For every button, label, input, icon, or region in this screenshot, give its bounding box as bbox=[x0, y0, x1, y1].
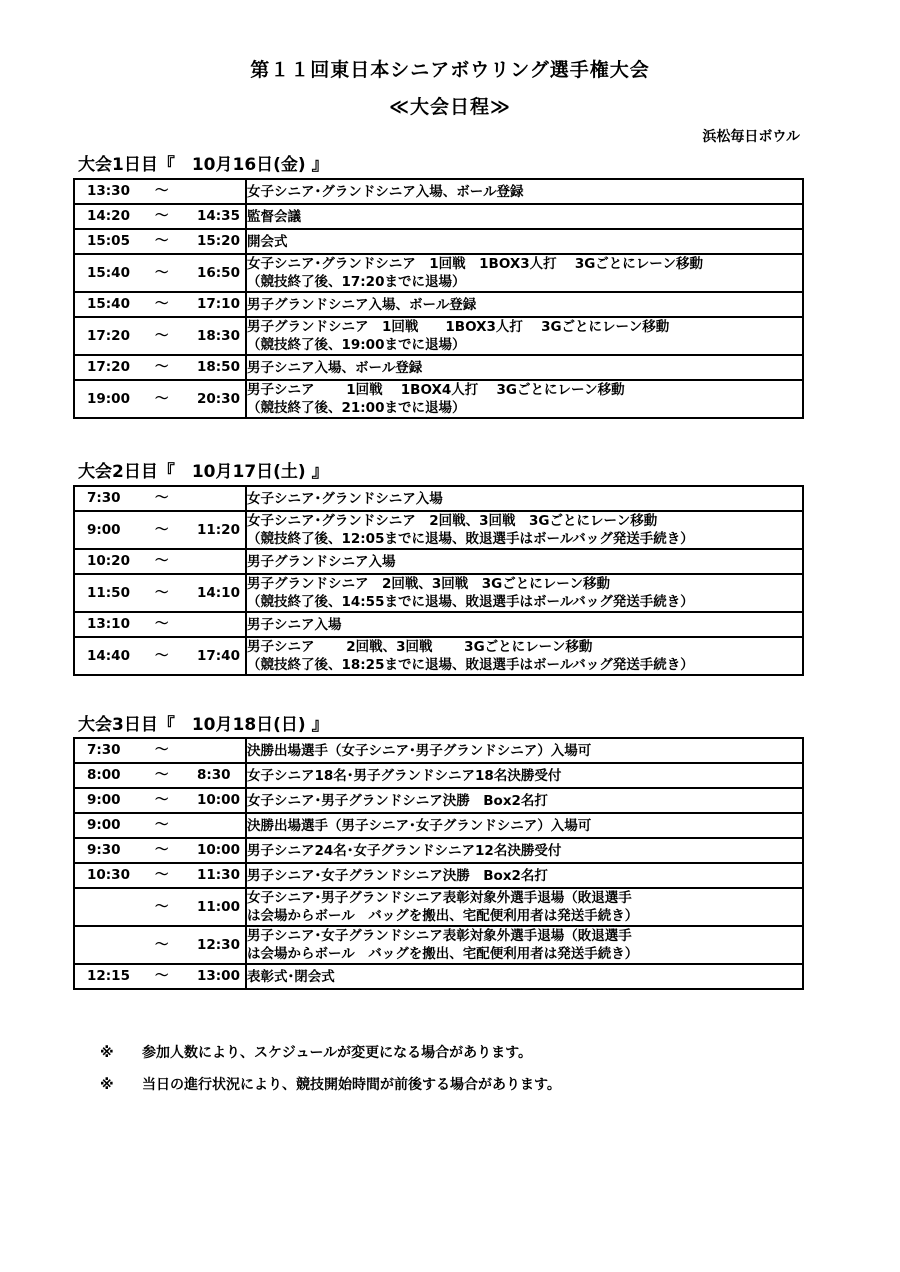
time-cell bbox=[74, 788, 246, 813]
time-separator: ～ bbox=[155, 968, 169, 984]
description-cell bbox=[246, 574, 803, 612]
time-cell bbox=[74, 964, 246, 989]
description-cell bbox=[246, 763, 803, 788]
description-cell bbox=[246, 863, 803, 888]
time-separator: ～ bbox=[155, 359, 169, 375]
start-time: 17:20 bbox=[87, 328, 130, 344]
time-separator: ～ bbox=[155, 208, 169, 224]
table-row bbox=[74, 229, 803, 254]
schedule-table bbox=[73, 485, 804, 676]
time-cell bbox=[74, 549, 246, 574]
table-row bbox=[74, 788, 803, 813]
end-time: 15:20 bbox=[197, 233, 240, 249]
end-time: 14:10 bbox=[197, 585, 240, 601]
time-cell bbox=[74, 838, 246, 863]
start-time: 9:00 bbox=[87, 522, 121, 538]
time-separator: ～ bbox=[155, 842, 169, 858]
note-mark: ※ bbox=[100, 1045, 114, 1061]
description-cell bbox=[246, 317, 803, 355]
start-time: 14:20 bbox=[87, 208, 130, 224]
time-cell bbox=[74, 574, 246, 612]
description-cell bbox=[246, 888, 803, 926]
table-row bbox=[74, 254, 803, 292]
end-time: 18:50 bbox=[197, 359, 240, 375]
time-cell bbox=[74, 612, 246, 637]
time-separator: ～ bbox=[155, 867, 169, 883]
description-cell bbox=[246, 926, 803, 964]
table-row bbox=[74, 549, 803, 574]
day-heading: 大会1日目『 10月16日(金) 』 bbox=[78, 155, 329, 175]
end-time: 12:30 bbox=[197, 937, 240, 953]
start-time: 14:40 bbox=[87, 648, 130, 664]
description-line: 決勝出場選手（女子シニア･男子グランドシニア）入場可 bbox=[247, 742, 592, 759]
time-cell bbox=[74, 486, 246, 511]
day-heading: 大会3日目『 10月18日(日) 』 bbox=[78, 715, 329, 735]
description-line: （競技終了後、12:05までに退場、敗退選手はボールバッグ発送手続き） bbox=[247, 531, 694, 547]
document-title: 第１１回東日本シニアボウリング選手権大会 bbox=[250, 59, 650, 81]
description-cell bbox=[246, 738, 803, 763]
description-cell bbox=[246, 788, 803, 813]
end-time: 11:20 bbox=[197, 522, 240, 538]
description-line: 男子シニア24名･女子グランドシニア12名決勝受付 bbox=[247, 842, 562, 859]
start-time: 9:00 bbox=[87, 792, 121, 808]
description-line: 女子シニア･グランドシニア入場、ボール登録 bbox=[247, 183, 524, 200]
table-row bbox=[74, 355, 803, 380]
time-separator: ～ bbox=[155, 616, 169, 632]
description-line: （競技終了後、21:00までに退場） bbox=[247, 400, 466, 416]
description-line: 男子シニア･女子グランドシニア決勝 Box2名打 bbox=[247, 867, 548, 884]
end-time: 8:30 bbox=[197, 767, 231, 783]
start-time: 9:00 bbox=[87, 817, 121, 833]
description-line: 男子シニア入場、ボール登録 bbox=[247, 359, 423, 376]
description-cell bbox=[246, 229, 803, 254]
description-line: 男子グランドシニア 1回戦 1BOX3人打 3Gごとにレーン移動 bbox=[247, 319, 670, 335]
description-cell bbox=[246, 179, 803, 204]
table-row bbox=[74, 612, 803, 637]
start-time: 8:00 bbox=[87, 767, 121, 783]
description-cell bbox=[246, 813, 803, 838]
description-cell bbox=[246, 549, 803, 574]
start-time: 13:30 bbox=[87, 183, 130, 199]
table-row bbox=[74, 179, 803, 204]
description-line: （競技終了後、18:25までに退場、敗退選手はボールバッグ発送手続き） bbox=[247, 657, 694, 673]
end-time: 10:00 bbox=[197, 792, 240, 808]
note-text: 参加人数により、スケジュールが変更になる場合があります。 bbox=[142, 1045, 533, 1061]
end-time: 17:40 bbox=[197, 648, 240, 664]
time-separator: ～ bbox=[155, 767, 169, 783]
end-time: 14:35 bbox=[197, 208, 240, 224]
description-cell bbox=[246, 355, 803, 380]
time-cell bbox=[74, 355, 246, 380]
time-separator: ～ bbox=[155, 328, 169, 344]
time-separator: ～ bbox=[155, 490, 169, 506]
table-row bbox=[74, 380, 803, 418]
description-cell bbox=[246, 292, 803, 317]
note-mark: ※ bbox=[100, 1077, 114, 1093]
table-row bbox=[74, 511, 803, 549]
venue-name: 浜松毎日ボウル bbox=[702, 129, 800, 145]
time-separator: ～ bbox=[155, 233, 169, 249]
time-separator: ～ bbox=[155, 899, 169, 915]
description-line: 女子シニア･グランドシニア入場 bbox=[247, 490, 443, 507]
time-cell bbox=[74, 863, 246, 888]
description-line: （競技終了後、17:20までに退場） bbox=[247, 274, 466, 290]
table-row bbox=[74, 888, 803, 926]
table-row bbox=[74, 637, 803, 675]
time-cell bbox=[74, 813, 246, 838]
end-time: 11:30 bbox=[197, 867, 240, 883]
description-line: 男子グランドシニア入場 bbox=[247, 553, 396, 570]
start-time: 7:30 bbox=[87, 490, 121, 506]
description-cell bbox=[246, 511, 803, 549]
time-cell bbox=[74, 380, 246, 418]
start-time: 13:10 bbox=[87, 616, 130, 632]
time-cell bbox=[74, 204, 246, 229]
description-cell bbox=[246, 637, 803, 675]
table-row bbox=[74, 738, 803, 763]
table-row bbox=[74, 486, 803, 511]
time-cell bbox=[74, 179, 246, 204]
end-time: 18:30 bbox=[197, 328, 240, 344]
end-time: 11:00 bbox=[197, 899, 240, 915]
start-time: 9:30 bbox=[87, 842, 121, 858]
time-cell bbox=[74, 229, 246, 254]
description-line: 開会式 bbox=[247, 233, 288, 250]
table-row bbox=[74, 926, 803, 964]
description-cell bbox=[246, 204, 803, 229]
time-cell bbox=[74, 254, 246, 292]
start-time: 15:40 bbox=[87, 265, 130, 281]
time-separator: ～ bbox=[155, 183, 169, 199]
end-time: 20:30 bbox=[197, 391, 240, 407]
time-cell bbox=[74, 926, 246, 964]
description-line: 男子シニア 2回戦、3回戦 3Gごとにレーン移動 bbox=[247, 639, 593, 655]
table-row bbox=[74, 964, 803, 989]
time-cell bbox=[74, 738, 246, 763]
table-row bbox=[74, 292, 803, 317]
time-separator: ～ bbox=[155, 553, 169, 569]
description-line: 女子シニア･男子グランドシニア表彰対象外選手退場（敗退選手 bbox=[247, 890, 632, 906]
table-row bbox=[74, 863, 803, 888]
description-line: 女子シニア･男子グランドシニア決勝 Box2名打 bbox=[247, 792, 548, 809]
end-time: 10:00 bbox=[197, 842, 240, 858]
table-row bbox=[74, 204, 803, 229]
time-cell bbox=[74, 317, 246, 355]
description-line: 女子シニア･グランドシニア 2回戦、3回戦 3Gごとにレーン移動 bbox=[247, 513, 658, 529]
table-row bbox=[74, 763, 803, 788]
time-cell bbox=[74, 292, 246, 317]
description-line: 監督会議 bbox=[247, 208, 301, 225]
end-time: 17:10 bbox=[197, 296, 240, 312]
description-line: 女子シニア18名･男子グランドシニア18名決勝受付 bbox=[247, 767, 562, 784]
day-heading: 大会2日目『 10月17日(土) 』 bbox=[78, 462, 329, 482]
description-cell bbox=[246, 612, 803, 637]
time-cell bbox=[74, 637, 246, 675]
start-time: 19:00 bbox=[87, 391, 130, 407]
time-separator: ～ bbox=[155, 648, 169, 664]
time-separator: ～ bbox=[155, 296, 169, 312]
description-line: 男子シニア入場 bbox=[247, 616, 342, 633]
description-cell bbox=[246, 964, 803, 989]
time-separator: ～ bbox=[155, 792, 169, 808]
description-line: 表彰式･閉会式 bbox=[247, 968, 335, 985]
time-separator: ～ bbox=[155, 585, 169, 601]
document-subtitle: ≪大会日程≫ bbox=[389, 96, 511, 118]
note-item bbox=[100, 1074, 561, 1094]
description-line: 女子シニア･グランドシニア 1回戦 1BOX3人打 3Gごとにレーン移動 bbox=[247, 256, 704, 272]
table-row bbox=[74, 574, 803, 612]
description-line: （競技終了後、14:55までに退場、敗退選手はボールバッグ発送手続き） bbox=[247, 594, 694, 610]
description-line: 決勝出場選手（男子シニア･女子グランドシニア）入場可 bbox=[247, 817, 592, 834]
start-time: 10:20 bbox=[87, 553, 130, 569]
start-time: 12:15 bbox=[87, 968, 130, 984]
description-line: （競技終了後、19:00までに退場） bbox=[247, 337, 466, 353]
schedule-table bbox=[73, 178, 804, 419]
time-cell bbox=[74, 511, 246, 549]
description-line: 男子グランドシニア 2回戦、3回戦 3Gごとにレーン移動 bbox=[247, 576, 610, 592]
description-line: 男子グランドシニア入場、ボール登録 bbox=[247, 296, 477, 313]
description-line: は会場からボール バッグを搬出、宅配便利用者は発送手続き） bbox=[247, 908, 639, 924]
start-time: 15:40 bbox=[87, 296, 130, 312]
table-row bbox=[74, 838, 803, 863]
end-time: 13:00 bbox=[197, 968, 240, 984]
note-text: 当日の進行状況により、競技開始時間が前後する場合があります。 bbox=[142, 1077, 561, 1093]
time-separator: ～ bbox=[155, 265, 169, 281]
note-item bbox=[100, 1042, 532, 1062]
time-separator: ～ bbox=[155, 522, 169, 538]
start-time: 17:20 bbox=[87, 359, 130, 375]
description-cell bbox=[246, 254, 803, 292]
time-separator: ～ bbox=[155, 937, 169, 953]
table-row bbox=[74, 317, 803, 355]
description-cell bbox=[246, 486, 803, 511]
description-line: は会場からボール バッグを搬出、宅配便利用者は発送手続き） bbox=[247, 946, 639, 962]
time-separator: ～ bbox=[155, 817, 169, 833]
description-line: 男子シニア･女子グランドシニア表彰対象外選手退場（敗退選手 bbox=[247, 928, 632, 944]
end-time: 16:50 bbox=[197, 265, 240, 281]
start-time: 15:05 bbox=[87, 233, 130, 249]
time-separator: ～ bbox=[155, 742, 169, 758]
description-cell bbox=[246, 838, 803, 863]
start-time: 10:30 bbox=[87, 867, 130, 883]
time-separator: ～ bbox=[155, 391, 169, 407]
description-cell bbox=[246, 380, 803, 418]
schedule-table bbox=[73, 737, 804, 990]
table-row bbox=[74, 813, 803, 838]
time-cell bbox=[74, 888, 246, 926]
start-time: 7:30 bbox=[87, 742, 121, 758]
start-time: 11:50 bbox=[87, 585, 130, 601]
time-cell bbox=[74, 763, 246, 788]
description-line: 男子シニア 1回戦 1BOX4人打 3Gごとにレーン移動 bbox=[247, 382, 625, 398]
